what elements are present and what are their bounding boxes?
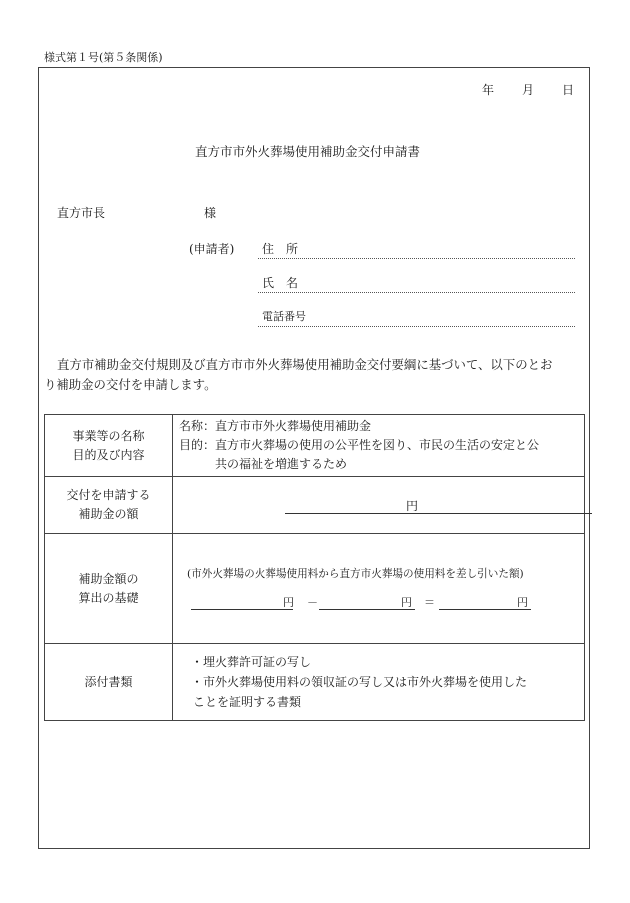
intro-line1: 直方市補助金交付規則及び直方市市外火葬場使用補助金交付要綱に基づいて、以下のとお [57,357,553,372]
project-content [173,415,585,477]
phone-field[interactable] [258,326,575,327]
amount-label [45,477,173,534]
project-label-line1: 事業等の名称 [72,428,145,443]
basis-yen-3: 円 [517,596,528,609]
amount-label-line1: 交付を申請する [66,488,151,502]
address-label: 住 所 [262,242,299,256]
page-title: 直方市市外火葬場使用補助金交付申請書 [195,144,421,159]
basis-row [45,534,585,644]
addressee-honorific: 様 [204,206,217,220]
name-label: 氏 名 [262,276,299,290]
project-purpose-line2: 共の福祉を増進するため [215,456,348,471]
attachment-item-1: ・埋火葬許可証の写し [191,655,312,669]
project-purpose-line1: 目的：直方市火葬場の使用の公平性を図り、市民の生活の安定と公 [179,437,540,452]
amount-content [173,477,585,534]
basis-label [45,534,173,644]
name-field[interactable] [258,292,575,293]
attachment-item-2-line2: ことを証明する書類 [193,695,302,709]
project-label-line2: 目的及び内容 [72,447,145,462]
basis-field-1[interactable] [191,609,293,610]
basis-yen-1: 円 [283,596,294,609]
applicant-label: (申請者) [189,242,235,256]
project-label [45,415,173,477]
amount-label-line2: 補助金の額 [78,507,139,521]
attachments-content [173,644,585,721]
attachments-row [45,644,585,721]
basis-content [173,534,585,644]
amount-yen: 円 [406,499,419,513]
basis-minus: － [307,596,318,609]
basis-note: (市外火葬場の火葬場使用料から直方市火葬場の使用料を差し引いた額) [187,568,524,580]
attachment-item-2-line1: ・市外火葬場使用料の領収証の写し又は市外火葬場を使用した [191,675,528,689]
project-name: 名称：直方市市外火葬場使用補助金 [179,418,372,433]
amount-row [45,477,585,534]
project-row [45,415,585,477]
date-year[interactable]: 年 [482,83,495,97]
application-table [44,414,585,721]
basis-label-line2: 算出の基礎 [78,590,139,605]
basis-yen-2: 円 [401,596,412,609]
attachments-label: 添付書類 [45,644,173,721]
phone-label: 電話番号 [262,310,306,323]
date-day[interactable]: 日 [562,83,575,97]
intro-line2: り補助金の交付を申請します。 [44,377,217,392]
basis-equals: ＝ [424,596,435,609]
amount-field[interactable] [285,513,592,514]
address-field[interactable] [258,258,575,259]
form-number: 様式第１号(第５条関係) [44,51,163,64]
date-month[interactable]: 月 [522,83,535,97]
basis-label-line1: 補助金額の [78,571,139,586]
addressee-name: 直方市長 [57,206,106,220]
